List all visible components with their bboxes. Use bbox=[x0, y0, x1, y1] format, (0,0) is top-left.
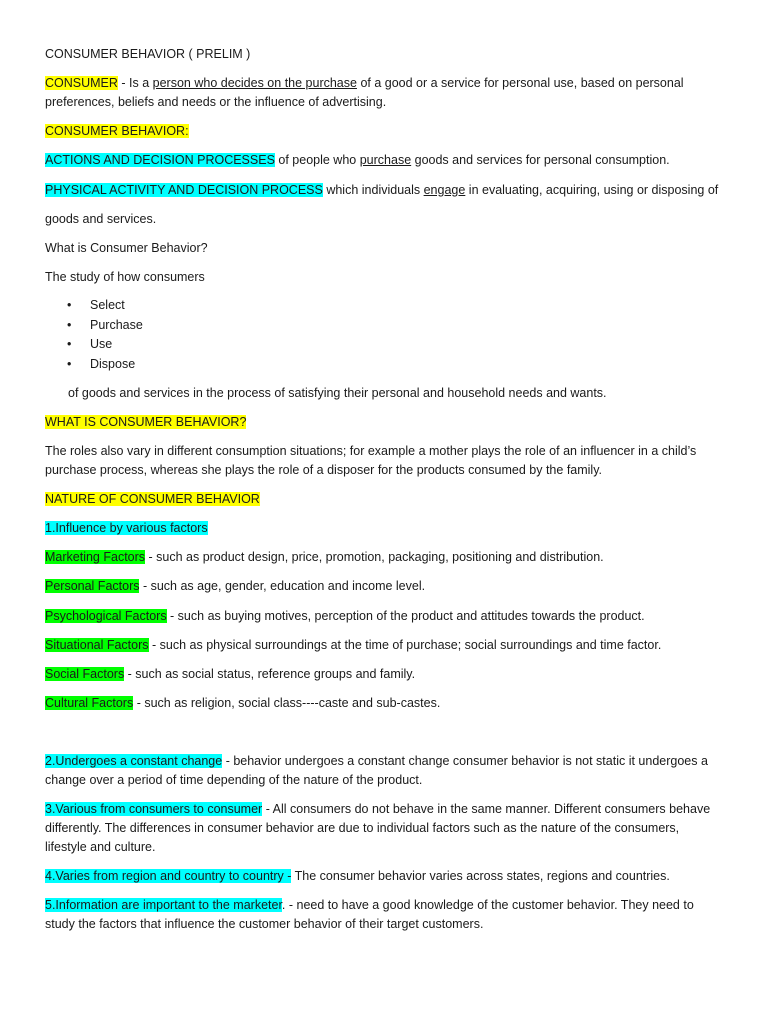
physical-pre: which individuals bbox=[322, 183, 424, 197]
factor-term: Situational Factors bbox=[45, 638, 149, 652]
point-term: 3.Various from consumers to consumer bbox=[45, 802, 263, 816]
factor-marketing bbox=[45, 548, 604, 567]
point-desc: - All consumers do not behave in the same manner. Different consumers behave differently. The differences in consumer behavior are due to individual factors such as the nature of the consumers, lifestyle and culture. bbox=[45, 802, 711, 854]
list-item-dispose: • Dispose bbox=[45, 355, 143, 375]
roles-paragraph: The roles also vary in different consumption situations; for example a mother plays the role of an influencer in a child’s purchase process, whereas she plays the role of a disposer for the products consumed by the family. bbox=[45, 444, 697, 477]
point-varies-region bbox=[45, 867, 670, 886]
what-heading bbox=[45, 413, 246, 432]
nature-heading-text: NATURE OF CONSUMER BEHAVIOR bbox=[45, 492, 260, 506]
factor-term: Social Factors bbox=[45, 667, 125, 681]
physical-underlined: engage bbox=[423, 183, 466, 197]
point-term: 5.Information are important to the marketer bbox=[45, 898, 282, 912]
point-constant-change bbox=[45, 752, 713, 790]
actions-underlined: purchase bbox=[359, 153, 412, 167]
point-term: 2.Undergoes a constant change bbox=[45, 754, 223, 768]
factor-term: Cultural Factors bbox=[45, 696, 134, 710]
action-list bbox=[45, 296, 143, 374]
what-heading-text: WHAT IS CONSUMER BEHAVIOR? bbox=[45, 415, 247, 429]
factor-social bbox=[45, 665, 415, 684]
point-various-consumers bbox=[45, 800, 713, 857]
factor-desc: - such as product design, price, promotion, packaging, positioning and distribution. bbox=[145, 550, 604, 564]
document-title: CONSUMER BEHAVIOR ( PRELIM ) bbox=[45, 47, 251, 61]
factor-desc: - such as age, gender, education and income level. bbox=[139, 579, 426, 593]
point-term: 4.Varies from region and country to country - bbox=[45, 869, 292, 883]
consumer-definition bbox=[45, 74, 713, 112]
consumer-def-post: of a good or a service for personal use, based on personal preferences, beliefs and needs or the influence of advertising. bbox=[45, 76, 684, 109]
point-desc: - behavior undergoes a constant change consumer behavior is not static it undergoes a change over a period of time depending of the nature of the product. bbox=[45, 754, 708, 787]
consumer-term: CONSUMER bbox=[45, 76, 118, 90]
consumer-behavior-heading-text: CONSUMER BEHAVIOR: bbox=[45, 124, 189, 138]
nature-heading bbox=[45, 490, 260, 509]
factor-desc: - such as buying motives, perception of the product and attitudes towards the product. bbox=[166, 609, 645, 623]
physical-post: in evaluating, acquiring, using or disposing of bbox=[465, 183, 719, 197]
consumer-def-pre: - Is a bbox=[117, 76, 153, 90]
influence-heading bbox=[45, 519, 208, 538]
actions-pre: of people who bbox=[274, 153, 360, 167]
list-item-purchase: • Purchase bbox=[45, 316, 143, 336]
physical-term: PHYSICAL ACTIVITY AND DECISION PROCESS bbox=[45, 183, 323, 197]
consumer-def-underlined: person who decides on the purchase bbox=[152, 76, 357, 90]
point-desc: . - need to have a good knowledge of the customer behavior. They need to study the factors that influence the customer behavior of their target customers. bbox=[45, 898, 694, 931]
factor-term: Psychological Factors bbox=[45, 609, 167, 623]
factor-term: Marketing Factors bbox=[45, 550, 146, 564]
physical-definition-line2: goods and services. bbox=[45, 212, 157, 226]
physical-definition bbox=[45, 181, 718, 200]
factor-psychological bbox=[45, 607, 645, 626]
study-intro: The study of how consumers bbox=[45, 270, 205, 284]
question-text: What is Consumer Behavior? bbox=[45, 241, 208, 255]
study-outro: of goods and services in the process of satisfying their personal and household needs and wants. bbox=[68, 386, 607, 400]
point-information bbox=[45, 896, 713, 934]
actions-post: goods and services for personal consumption. bbox=[411, 153, 670, 167]
factor-desc: - such as physical surroundings at the time of purchase; social surroundings and time factor. bbox=[148, 638, 662, 652]
factor-desc: - such as religion, social class----caste and sub-castes. bbox=[133, 696, 441, 710]
point-desc: The consumer behavior varies across states, regions and countries. bbox=[291, 869, 670, 883]
actions-definition bbox=[45, 151, 670, 170]
consumer-behavior-heading bbox=[45, 122, 189, 141]
factor-situational bbox=[45, 636, 661, 655]
list-item-use: • Use bbox=[45, 335, 143, 355]
factor-cultural bbox=[45, 694, 440, 713]
factor-personal bbox=[45, 577, 425, 596]
factor-desc: - such as social status, reference groups and family. bbox=[124, 667, 416, 681]
list-item-select: • Select bbox=[45, 296, 143, 316]
factor-term: Personal Factors bbox=[45, 579, 140, 593]
influence-heading-text: 1.Influence by various factors bbox=[45, 521, 208, 535]
actions-term: ACTIONS AND DECISION PROCESSES bbox=[45, 153, 275, 167]
